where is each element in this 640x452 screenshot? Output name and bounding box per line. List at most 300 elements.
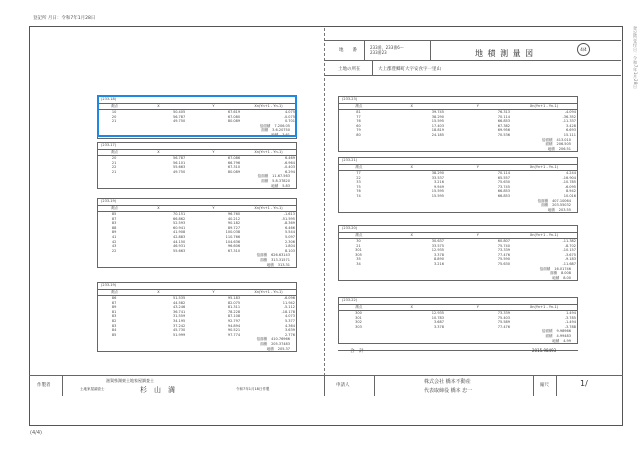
table-cell: 21 — [111, 160, 117, 165]
table-caption: (233-23) — [342, 97, 358, 101]
table-cell: 11.942 — [282, 300, 295, 305]
column-header: Y — [212, 205, 215, 210]
table-cell: 5.544 — [284, 230, 295, 235]
table-cell: 75.589 — [497, 320, 510, 325]
column-header: X — [410, 103, 413, 108]
table-cell: 90.182 — [227, 221, 241, 226]
header-rule-v2 — [430, 40, 431, 60]
table-cell: -0.403 — [283, 165, 295, 170]
table-cell: 34.195 — [172, 318, 186, 323]
table-caption: (233-19) — [101, 283, 117, 287]
sum-value: 206.51 — [558, 146, 571, 151]
table-cell: 104.636 — [225, 239, 241, 244]
table-cell: 15.595 — [431, 193, 444, 198]
table-cell: 86 — [111, 296, 117, 300]
table-cell: 3.216 — [433, 180, 444, 185]
sum-value: 8.00 — [563, 275, 571, 280]
table-cell: 4.075 — [284, 110, 295, 114]
table-cell: -10.785 — [562, 180, 576, 185]
table-cell: 77 — [356, 114, 361, 119]
table-cell: -6.964 — [283, 160, 295, 165]
sum-label: 地積 — [266, 346, 274, 351]
table-cell: 77.476 — [497, 324, 510, 329]
table-cell: 74 — [356, 193, 361, 198]
table-cell: 9.949 — [433, 184, 444, 189]
table-cell: 2.776 — [284, 332, 295, 337]
table-cell: 66.862 — [172, 216, 186, 221]
table-cell: 65.557 — [497, 175, 510, 180]
table-cell: 82.075 — [227, 300, 241, 305]
table-cell: 17.403 — [431, 123, 444, 128]
area-table — [338, 96, 578, 152]
table-cell: 34 — [356, 261, 361, 266]
table-cell: 110.766 — [225, 234, 241, 239]
table-cell: 60 — [356, 123, 361, 128]
table-cell: 3.428 — [565, 123, 576, 128]
side-registry-text: 登記所受付日：令和7年1月28日 — [633, 26, 638, 89]
header-rule-3 — [324, 75, 621, 76]
sum-label: 面積 — [260, 257, 268, 262]
table-cell: 89 — [111, 230, 117, 235]
column-header: Y — [476, 304, 479, 309]
sum-label: 倍面積 — [542, 137, 553, 142]
table-cell: 66.853 — [497, 189, 510, 194]
table-cell: 35 — [356, 257, 361, 262]
table-cell: 40.212 — [227, 216, 241, 221]
table-cell: 31.559 — [172, 314, 186, 319]
header-rule-v — [364, 40, 365, 60]
table-caption: (233-19) — [101, 199, 117, 203]
table-cell: 33.537 — [431, 175, 444, 180]
sum-value: 206.505 — [556, 142, 571, 147]
table-cell: 56.787 — [172, 114, 186, 119]
footer-v3 — [374, 375, 375, 396]
column-header: X — [157, 205, 160, 210]
column-header: Y — [476, 232, 479, 237]
table-cell: 75.403 — [497, 315, 510, 320]
sum-label: 倍面積 — [256, 253, 268, 258]
column-header: 測点 — [111, 103, 118, 108]
column-header: 測点 — [355, 103, 363, 108]
column-header: X — [157, 289, 160, 294]
table-cell: 15.595 — [431, 189, 444, 194]
table-cell: 3.378 — [433, 252, 444, 257]
table-caption: (233-21) — [342, 158, 358, 162]
sum-label: 地積 — [552, 275, 560, 280]
column-header: X — [410, 304, 413, 309]
table-cell: 22 — [111, 248, 117, 253]
table-cell: -16.904 — [562, 175, 576, 180]
table-cell: 49.750 — [172, 119, 186, 124]
sum-label: 倍面積 — [542, 329, 553, 334]
table-cell: 43.246 — [172, 305, 186, 310]
maker-role: 土地家屋調査士 — [80, 387, 105, 391]
column-header: X — [410, 164, 413, 169]
table-cell: 100.038 — [225, 230, 241, 235]
table-cell: 90.521 — [227, 328, 241, 333]
footer-v4 — [533, 375, 534, 396]
sum-label: 面積 — [541, 203, 549, 208]
header-rule — [324, 40, 621, 41]
table-cell: 0.701 — [284, 119, 295, 124]
table-cell: 21 — [356, 243, 361, 248]
table-cell: 2.306 — [284, 239, 295, 244]
area-table — [97, 198, 297, 268]
total-value: 2015.98493 — [532, 348, 557, 353]
table-cell: 94.894 — [227, 323, 241, 328]
table-cell: 1.804 — [284, 244, 295, 249]
sum-value: 7.206.05 — [274, 123, 290, 128]
table-cell: 12.935 — [431, 248, 444, 253]
table-cell: 82 — [111, 318, 117, 323]
column-header: Xn(Yn+1 - Yn-1) — [254, 205, 283, 210]
table-cell: 41.908 — [172, 230, 186, 235]
applicant-company: 株式会社 橋本不動産 — [424, 379, 471, 385]
table-cell: 67.310 — [227, 248, 241, 253]
sum-label: 面積 — [261, 178, 269, 183]
sum-value: 3.61 — [282, 132, 290, 137]
page-footer: (4/4) — [30, 430, 42, 436]
table-cell: 80.089 — [227, 169, 241, 174]
table-cell: -8.369 — [283, 221, 295, 226]
table-cell: 44.150 — [172, 239, 186, 244]
table-cell: 85 — [111, 212, 117, 216]
column-header: 測点 — [355, 164, 363, 169]
column-header: X — [157, 103, 160, 108]
column-header: Y — [476, 164, 479, 169]
column-header: Y — [212, 149, 215, 154]
table-cell: 3.216 — [433, 261, 444, 266]
column-header: 測点 — [355, 304, 363, 309]
table-cell: 15.111 — [563, 132, 576, 137]
table-cell: 24.185 — [431, 132, 444, 137]
table-cell: 51.535 — [172, 296, 186, 300]
column-header: Xn(Yn+1 - Yn-1) — [254, 289, 283, 294]
table-cell: 78.228 — [227, 309, 241, 314]
table-cell: 75 — [356, 184, 361, 189]
table-cell: 79 — [356, 128, 361, 133]
table-cell: 70.114 — [497, 171, 510, 175]
table-cell: 96.760 — [227, 212, 241, 216]
table-cell: 70.151 — [172, 212, 186, 216]
table-cell: 56.787 — [172, 156, 186, 160]
table-cell: -9.183 — [564, 257, 576, 262]
table-cell: 4.073 — [284, 314, 295, 319]
table-cell: 70.114 — [497, 114, 510, 119]
column-header: 測点 — [111, 289, 118, 294]
table-cell: 77.476 — [497, 252, 510, 257]
table-cell: 38.290 — [431, 114, 444, 119]
sum-label: 倍面積 — [256, 337, 268, 342]
table-caption: (233-17) — [101, 143, 117, 147]
column-header: Xn(Yn+1 - Yn-1) — [254, 103, 283, 108]
table-cell: 83 — [111, 221, 117, 226]
table-cell: -11.337 — [562, 119, 576, 124]
sum-value: 413.010 — [556, 137, 571, 142]
table-cell: 83 — [111, 314, 117, 319]
table-cell: -6.096 — [283, 296, 295, 300]
table-cell: 10.783 — [431, 315, 444, 320]
table-cell: 77 — [356, 171, 361, 175]
table-cell: 38.290 — [431, 171, 444, 175]
table-cell: 81 — [356, 110, 361, 114]
table-cell: 10 — [111, 110, 117, 114]
table-cell: 18.819 — [431, 128, 444, 133]
table-cell: 60.807 — [497, 239, 510, 243]
table-cell: 66.853 — [497, 119, 510, 124]
maker-name: 杉 山 満 — [140, 386, 175, 394]
table-cell: 84 — [111, 328, 117, 333]
table-cell: 76 — [356, 119, 361, 124]
table-cell: 5.377 — [284, 318, 295, 323]
table-cell: -4.094 — [564, 110, 576, 114]
area-table — [338, 225, 578, 281]
sum-value: 203.55 — [558, 207, 571, 212]
table-cell: 4.244 — [565, 171, 576, 175]
table-cell: 97.774 — [227, 332, 241, 337]
table-cell: 89 — [111, 305, 117, 310]
table-cell: 73.745 — [497, 184, 510, 189]
table-cell: 70.536 — [497, 132, 510, 137]
table-cell: 6.294 — [284, 169, 295, 174]
table-cell: 69.956 — [497, 128, 510, 133]
table-cell: 81.311 — [227, 305, 241, 310]
sum-value: 5.83 — [282, 183, 290, 188]
table-cell: 95.183 — [227, 296, 241, 300]
table-cell: 73.339 — [497, 248, 510, 253]
table-cell: 33.575 — [431, 243, 444, 248]
table-cell: -0.075 — [283, 114, 295, 119]
table-cell: 303 — [355, 324, 362, 329]
table-cell: 75.740 — [497, 243, 510, 248]
sum-value: 9.98966 — [556, 329, 571, 334]
sum-label: 地積 — [547, 146, 555, 151]
table-cell: 49.750 — [172, 169, 186, 174]
sum-label: 面積 — [545, 142, 553, 147]
header-rule-2 — [324, 60, 621, 61]
sum-label: 地積 — [271, 183, 279, 188]
page-header: 登記所 月日：令和7年1月28日 — [33, 16, 96, 21]
table-cell: 55.663 — [172, 165, 186, 170]
sum-value: 626.63143 — [271, 253, 290, 258]
sum-value: 4.99483 — [556, 333, 571, 338]
area-table — [338, 297, 578, 344]
table-cell: 30 — [356, 239, 361, 243]
column-header: Xn(Yn+1 - Yn-1) — [529, 164, 559, 169]
applicant-label: 申請人 — [336, 383, 350, 388]
table-cell: 52.593 — [172, 221, 186, 226]
table-cell: 51.999 — [172, 332, 186, 337]
sum-label: 地積 — [552, 338, 560, 343]
table-cell: 89.727 — [227, 225, 241, 230]
table-cell: 21 — [111, 169, 117, 174]
scale-value: 1/ — [580, 379, 588, 388]
table-cell: 75.630 — [497, 261, 510, 266]
sum-label: 倍面積 — [537, 198, 549, 203]
table-cell: 22 — [111, 165, 117, 170]
sum-label: 面積 — [545, 333, 553, 338]
highlight-box — [97, 95, 297, 137]
table-cell: 50.405 — [172, 110, 186, 114]
chiban-label: 地 番 — [339, 48, 357, 53]
table-cell: 3.687 — [433, 320, 444, 325]
table-cell: 5.097 — [284, 234, 295, 239]
footer-v5 — [556, 375, 557, 396]
table-cell: 37.242 — [172, 323, 186, 328]
table-cell: 4.364 — [284, 323, 295, 328]
table-caption: (233-22) — [342, 298, 358, 302]
table-cell: 305 — [355, 252, 362, 257]
table-cell: 56.101 — [172, 160, 186, 165]
table-cell: 76.313 — [497, 110, 510, 114]
scale-label: 縮尺 — [540, 383, 549, 388]
table-cell: 8.890 — [433, 257, 444, 262]
table-cell: 75.590 — [497, 257, 510, 262]
sum-value: 3.6.20750 — [272, 128, 290, 133]
table-cell: 42.883 — [172, 234, 186, 239]
sum-value: 4.99 — [563, 338, 571, 343]
table-cell: 301 — [355, 315, 362, 320]
table-cell: 96.606 — [227, 244, 241, 249]
table-cell: 6.693 — [565, 128, 576, 133]
table-cell: -18.178 — [281, 309, 295, 314]
sum-value: 313.31571 — [271, 257, 290, 262]
location-value: 大上郡豊郷町大字安食字一里山 — [378, 67, 441, 72]
table-cell: 12.935 — [431, 311, 444, 315]
table-cell: -1.613 — [283, 212, 295, 216]
table-cell: -3.785 — [564, 315, 576, 320]
column-header: Xn(Yn+1 - Yn-1) — [529, 232, 559, 237]
sum-label: 倍面積 — [259, 123, 271, 128]
table-cell: 46.931 — [172, 244, 186, 249]
table-cell: 21 — [111, 119, 117, 124]
column-header: 測点 — [111, 149, 118, 154]
table-cell: 76 — [356, 189, 361, 194]
sum-label: 倍面積 — [539, 266, 551, 271]
table-cell: -10.157 — [562, 248, 576, 253]
sum-label: 面積 — [261, 128, 269, 133]
table-cell: 92.797 — [227, 318, 241, 323]
table-cell: 10.016 — [563, 193, 576, 198]
sum-value: 11.67.563 — [272, 174, 290, 179]
table-cell: -6.095 — [564, 184, 576, 189]
table-cell: 55.663 — [172, 248, 186, 253]
applicant-name: 代表取締役 橋本 忠一 — [424, 388, 473, 394]
table-cell: 67.310 — [227, 165, 241, 170]
table-cell: 300 — [355, 311, 362, 315]
sum-label: 地積 — [547, 207, 555, 212]
table-cell: 88 — [111, 225, 117, 230]
table-cell: 67.619 — [227, 110, 241, 114]
area-table — [97, 142, 297, 189]
table-cell: 87 — [111, 216, 117, 221]
table-cell: -5.112 — [283, 305, 295, 310]
table-cell: 3.378 — [433, 324, 444, 329]
table-cell: 80 — [356, 132, 361, 137]
sum-value: 205.37483 — [271, 341, 290, 346]
sum-label: 面積 — [549, 271, 557, 276]
table-cell: 8.942 — [565, 189, 576, 194]
table-cell: 301 — [355, 248, 362, 253]
table-cell: 1.494 — [565, 311, 576, 315]
page-mark: 4/4 — [577, 43, 590, 56]
sum-value: 8.008 — [560, 271, 571, 276]
maker-date: 令和7年1月18日作製 — [236, 387, 270, 391]
table-caption: (233-20) — [342, 226, 358, 230]
table-cell: 20 — [111, 156, 117, 160]
sum-label: 地積 — [266, 262, 274, 267]
footer-v2 — [324, 375, 325, 396]
table-cell: 6.466 — [284, 225, 295, 230]
table-cell: 60.941 — [172, 225, 186, 230]
table-cell: 39.745 — [431, 110, 444, 114]
chiban-value — [370, 45, 404, 55]
table-cell: 67.382 — [497, 123, 510, 128]
total-label: 合 計 — [350, 349, 364, 354]
column-header: Y — [212, 289, 215, 294]
header-rule-v3 — [372, 60, 373, 75]
sum-value: 407.10064 — [552, 198, 571, 203]
table-cell: -8.702 — [564, 243, 576, 248]
table-cell: 22 — [356, 175, 361, 180]
table-cell: 30.637 — [431, 239, 444, 243]
table-cell: 45.730 — [172, 328, 186, 333]
table-cell: 67.080 — [227, 114, 241, 119]
table-cell: 15.595 — [431, 119, 444, 124]
table-cell: 81 — [111, 309, 117, 314]
table-cell: 73.339 — [497, 311, 510, 315]
area-table — [338, 157, 578, 213]
sum-value: 313.31 — [277, 262, 290, 267]
table-cell: 41 — [111, 234, 117, 239]
sum-label: 地積 — [271, 132, 279, 137]
column-header: X — [410, 232, 413, 237]
area-table — [97, 282, 297, 352]
table-cell: 6.469 — [284, 156, 295, 160]
table-cell: 8.103 — [284, 248, 295, 253]
table-cell: 33 — [356, 180, 361, 185]
chiban-value-2: 233番23 — [370, 50, 387, 55]
table-cell: -3.675 — [564, 252, 576, 257]
table-cell: -36.352 — [562, 114, 576, 119]
table-cell: 66.853 — [497, 193, 510, 198]
table-cell: 80.089 — [227, 119, 241, 124]
fold-divider — [324, 28, 325, 396]
sum-value: 5.8.37820 — [272, 178, 290, 183]
table-cell: 67.086 — [227, 156, 241, 160]
table-cell: 87.108 — [227, 314, 241, 319]
column-header: Xn(Yn+1 - Yn-1) — [254, 149, 283, 154]
sum-value: 410.76966 — [271, 337, 290, 342]
table-cell: -3.788 — [564, 324, 576, 329]
table-cell: 3.639 — [284, 328, 295, 333]
column-header: Xn(Yn+1 - Yn-1) — [529, 304, 559, 309]
table-cell: 66.796 — [227, 160, 241, 165]
chiban-value-1: 233番、233番6〜 — [370, 45, 404, 50]
maker-company: 滋賀県湖東土地家屋調査士 — [106, 378, 154, 383]
document-title: 地 積 測 量 図 — [475, 49, 535, 58]
table-caption: (233-18) — [101, 97, 117, 101]
table-cell: -11.382 — [562, 239, 576, 243]
column-header: X — [157, 149, 160, 154]
table-cell: 44.582 — [172, 300, 186, 305]
table-cell: 75.630 — [497, 180, 510, 185]
maker-label: 作製者 — [37, 383, 51, 388]
table-cell: 302 — [355, 320, 362, 325]
table-cell: 36.741 — [172, 309, 186, 314]
table-cell: 87 — [111, 300, 117, 305]
table-cell: -11.687 — [562, 261, 576, 266]
